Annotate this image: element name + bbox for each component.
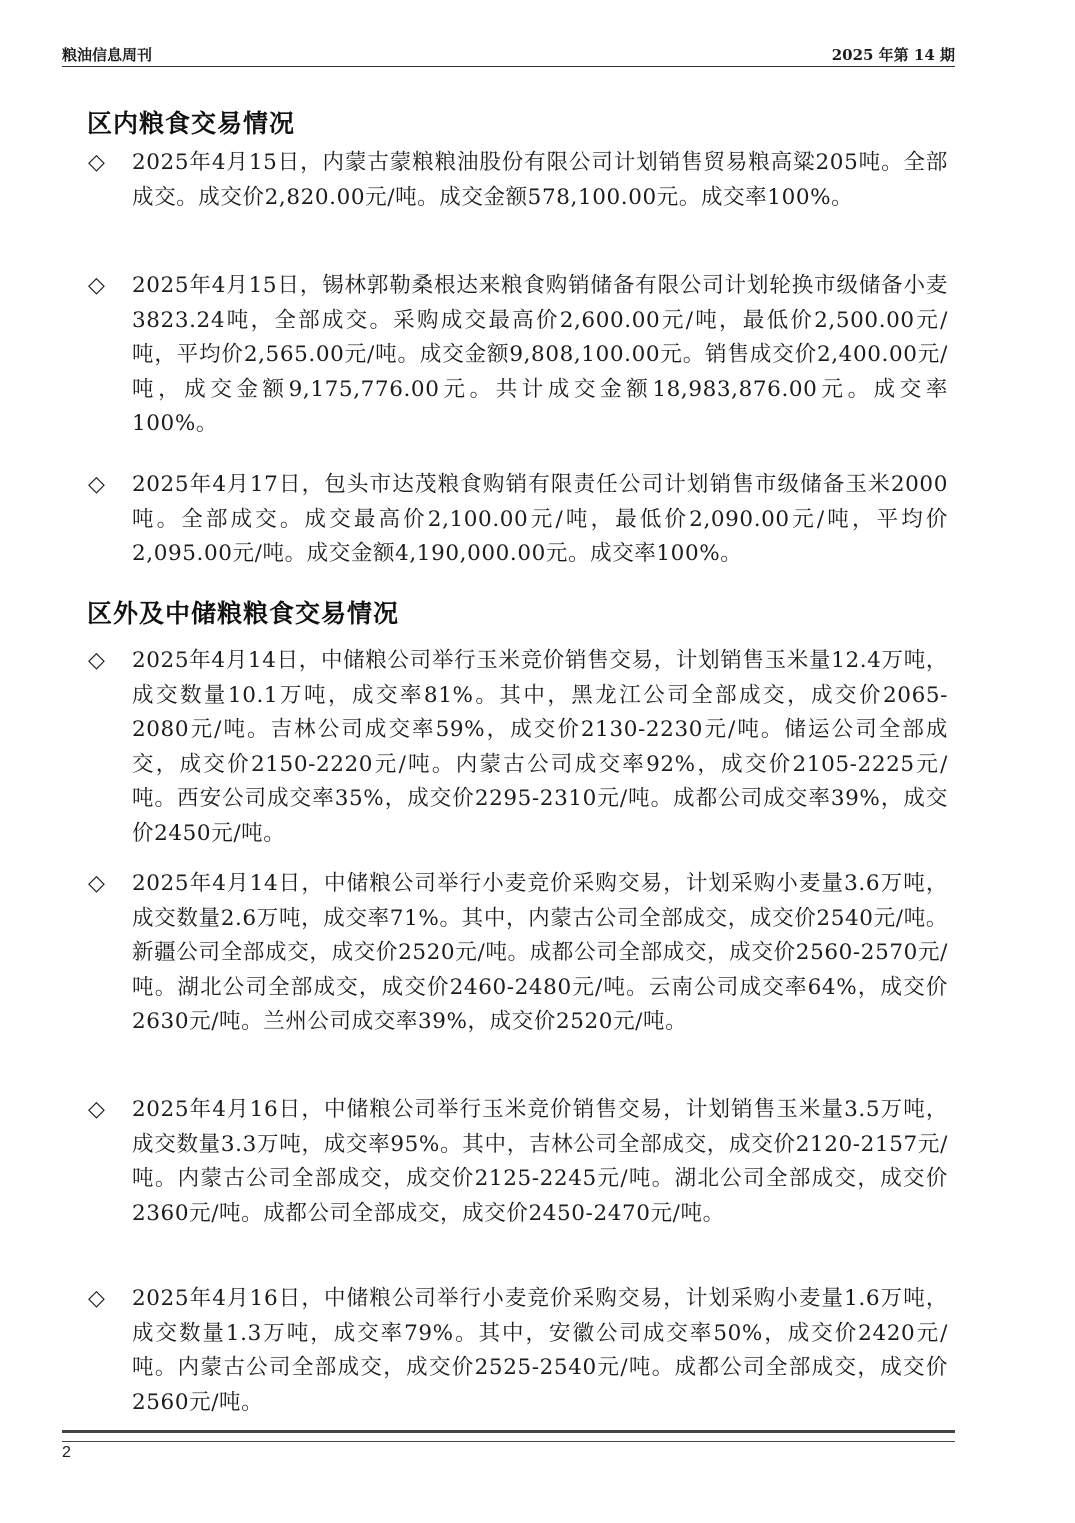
section-title-regional: 区内粮食交易情况 (87, 109, 296, 138)
list-item-text: 2025年4月15日，锡林郭勒桑根达来粮食购销储备有限公司计划轮换市级储备小麦3823.24吨，全部成交。采购成交最高价2,600.00元/吨，最低价2,500.00元/吨，平均价2,565.00元/吨。成交金额9,808,100.00元。销售成交价2,400.00元/吨，成交金额9,175,776.00元。共计成交金额18,983,876.00元。成交率100%。 (132, 273, 948, 436)
list-item (88, 1282, 948, 1420)
list-item-text: 2025年4月15日，内蒙古蒙粮粮油股份有限公司计划销售贸易粮高粱205吨。全部成交。成交价2,820.00元/吨。成交金额578,100.00元。成交率100%。 (132, 150, 948, 210)
issue-number: 2025 年第 14 期 (831, 46, 955, 64)
diamond-bullet-icon: ◇ (88, 273, 105, 298)
section-title-external: 区外及中储粮粮食交易情况 (87, 599, 400, 628)
page-number: 2 (62, 1444, 71, 1461)
list-item (88, 468, 948, 572)
diamond-bullet-icon: ◇ (88, 1097, 105, 1122)
publication-title: 粮油信息周刊 (62, 46, 153, 64)
list-item (88, 644, 948, 851)
diamond-bullet-icon: ◇ (88, 871, 105, 896)
footer-rule (62, 1430, 955, 1442)
diamond-bullet-icon: ◇ (88, 648, 105, 673)
list-item (88, 867, 948, 1040)
list-item-text: 2025年4月17日，包头市达茂粮食购销有限责任公司计划销售市级储备玉米2000吨。全部成交。成交最高价2,100.00元/吨，最低价2,090.00元/吨，平均价2,095.00元/吨。成交金额4,190,000.00元。成交率100%。 (132, 472, 948, 566)
list-item (88, 1093, 948, 1231)
diamond-bullet-icon: ◇ (88, 1286, 105, 1311)
list-item-text: 2025年4月14日，中储粮公司举行玉米竞价销售交易，计划销售玉米量12.4万吨，成交数量10.1万吨，成交率81%。其中，黑龙江公司全部成交，成交价2065-2080元/吨。吉林公司成交率59%，成交价2130-2230元/吨。储运公司全部成交，成交价2150-2220元/吨。内蒙古公司成交率92%，成交价2105-2225元/吨。西安公司成交率35%，成交价2295-2310元/吨。成都公司成交率39%，成交价2450元/吨。 (132, 648, 948, 846)
running-header (62, 44, 955, 64)
list-item (88, 269, 948, 442)
diamond-bullet-icon: ◇ (88, 472, 105, 497)
header-rule (62, 66, 955, 67)
list-item-text: 2025年4月16日，中储粮公司举行小麦竞价采购交易，计划采购小麦量1.6万吨，成交数量1.3万吨，成交率79%。其中，安徽公司成交率50%，成交价2420元/吨。内蒙古公司全部成交，成交价2525-2540元/吨。成都公司全部成交，成交价2560元/吨。 (132, 1286, 948, 1415)
list-item (88, 146, 948, 215)
list-item-text: 2025年4月14日，中储粮公司举行小麦竞价采购交易，计划采购小麦量3.6万吨，成交数量2.6万吨，成交率71%。其中，内蒙古公司全部成交，成交价2540元/吨。新疆公司全部成交，成交价2520元/吨。成都公司全部成交，成交价2560-2570元/吨。湖北公司全部成交，成交价2460-2480元/吨。云南公司成交率64%，成交价2630元/吨。兰州公司成交率39%，成交价2520元/吨。 (132, 871, 948, 1034)
diamond-bullet-icon: ◇ (88, 150, 105, 175)
list-item-text: 2025年4月16日，中储粮公司举行玉米竞价销售交易，计划销售玉米量3.5万吨，成交数量3.3万吨，成交率95%。其中，吉林公司全部成交，成交价2120-2157元/吨。内蒙古公司全部成交，成交价2125-2245元/吨。湖北公司全部成交，成交价2360元/吨。成都公司全部成交，成交价2450-2470元/吨。 (132, 1097, 948, 1226)
